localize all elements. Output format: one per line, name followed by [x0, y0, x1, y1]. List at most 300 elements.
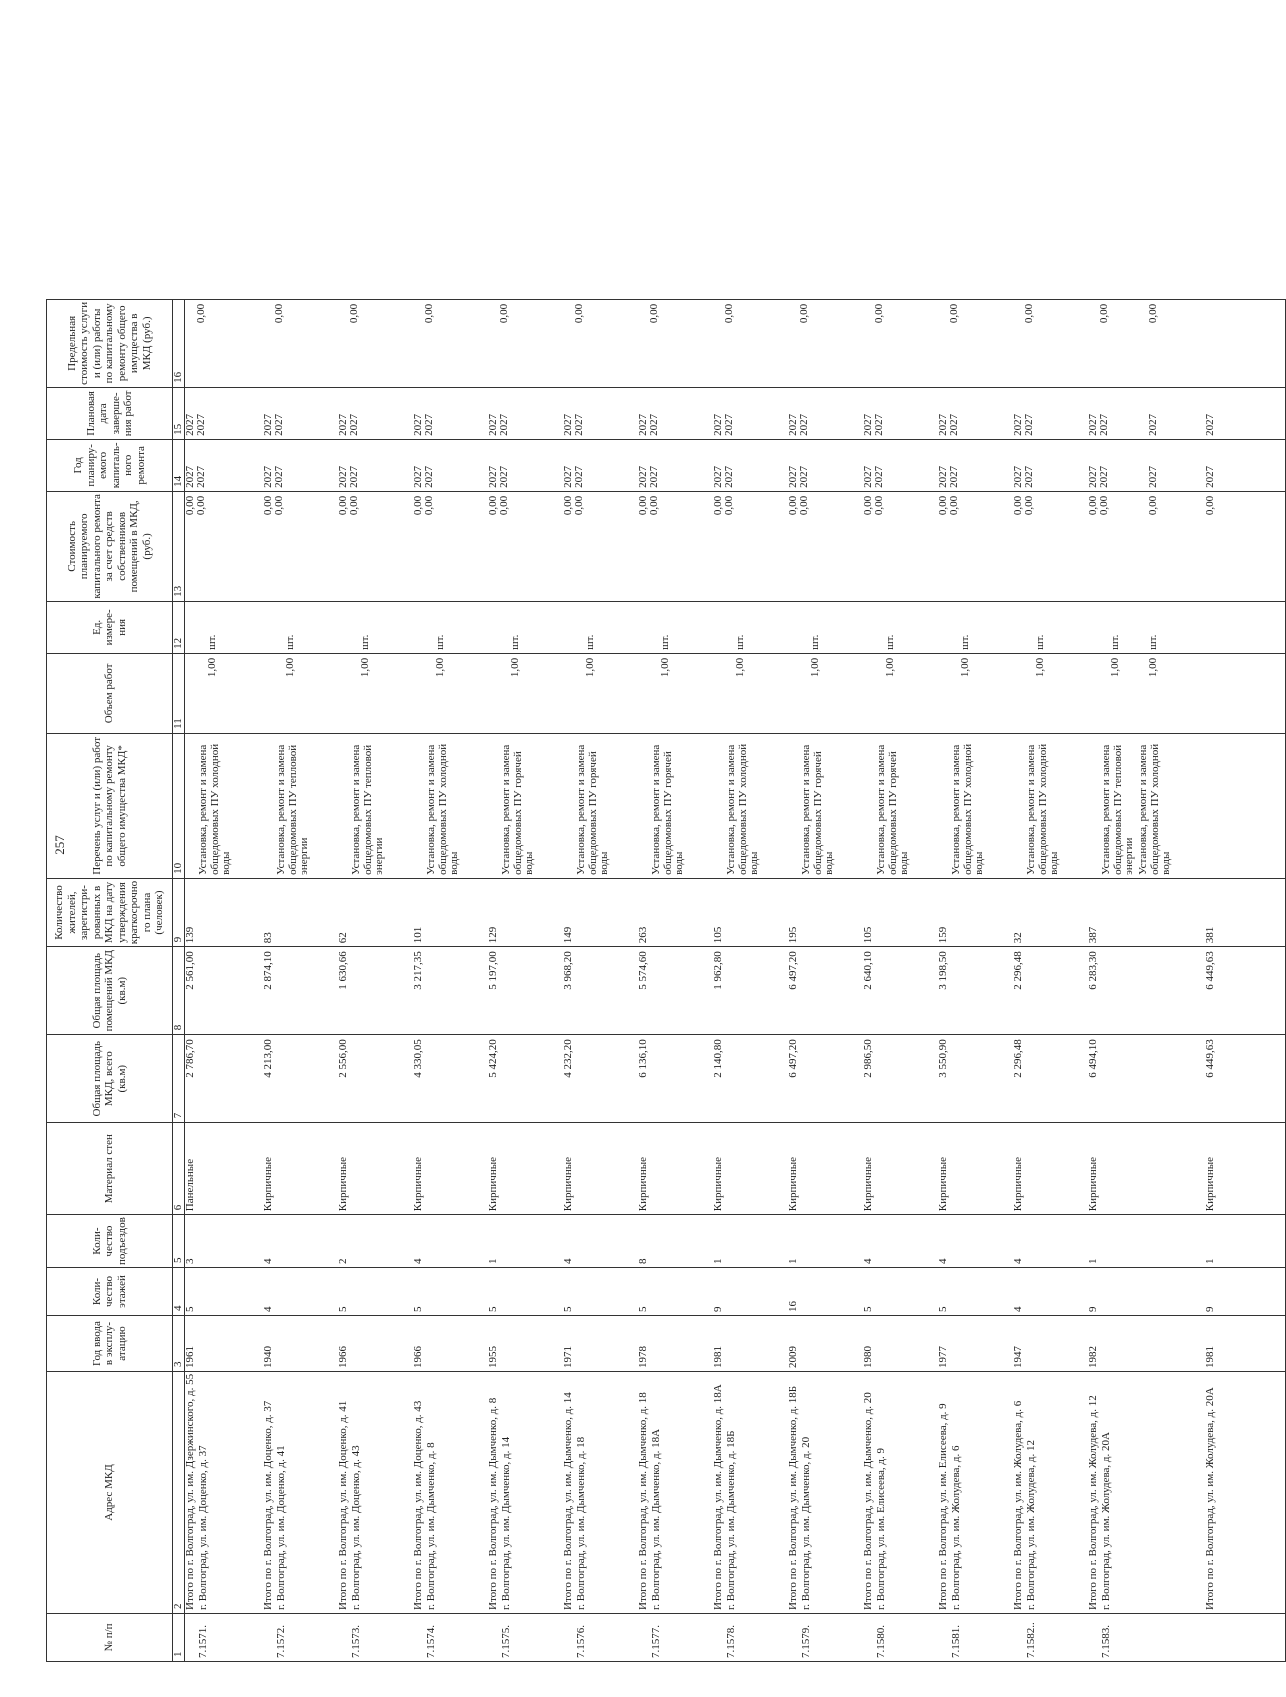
cost: 0,00 — [1204, 495, 1216, 516]
limit-cost: 0,00 — [798, 303, 810, 324]
cost: 0,00 — [1087, 495, 1099, 516]
cost: 0,00 — [262, 495, 274, 516]
wall-material: Кирпичные — [337, 1156, 349, 1212]
work-type: Установка, ремонт и замена общедомовых ПУ холодной воды — [725, 743, 760, 875]
column-number-4: 4 — [173, 1268, 185, 1316]
unit: шт. — [584, 634, 596, 650]
column-number-12: 12 — [173, 601, 185, 653]
floors: 5 — [637, 1306, 649, 1312]
end-date: 2027 — [937, 413, 949, 436]
address: г. Волгоград, ул. им. Дымченко, д. 20 — [800, 1436, 812, 1610]
cost: 0,00 — [723, 495, 735, 516]
end-date: 2027 — [723, 413, 735, 436]
entrances: 1 — [487, 1258, 499, 1264]
floors: 5 — [337, 1306, 349, 1312]
cost: 0,00 — [948, 495, 960, 516]
end-date: 2027 — [195, 413, 207, 436]
unit: шт. — [1109, 634, 1121, 650]
header-col-3: Год ввода в эксплу-атацию — [47, 1316, 173, 1372]
total-area: 4 232,20 — [562, 1039, 574, 1078]
wall-material: Кирпичные — [787, 1156, 799, 1212]
premises-area: 1 630,66 — [337, 951, 349, 990]
unit: шт. — [284, 634, 296, 650]
total-area: 4 213,00 — [262, 1039, 274, 1078]
residents: 381 — [1204, 926, 1216, 944]
cost: 0,00 — [873, 495, 885, 516]
work-type: Установка, ремонт и замена общедомовых ПУ горячей воды — [875, 744, 910, 875]
end-date: 2027 — [648, 413, 660, 436]
cost: 0,00 — [573, 495, 585, 516]
residents: 129 — [487, 926, 499, 944]
address: г. Волгоград, ул. им. Елисеева, д. 9 — [875, 1448, 887, 1610]
floors: 5 — [862, 1306, 874, 1312]
plan-year: 2027 — [787, 465, 799, 488]
column-number-row — [173, 299, 185, 1661]
total-row-label: Итого по г. Волгоград, ул. им. Доценко, д. 43 — [412, 1400, 424, 1610]
header-col-10: Перечень услуг и (или) работ по капитальному ремонту общего имущества МКД* — [47, 733, 173, 878]
total-area: 2 296,48 — [1012, 1039, 1024, 1078]
header-col-14: Год планиру-емого капиталь-ного ремонта — [47, 439, 173, 491]
cost: 0,00 — [712, 495, 724, 516]
entrances: 1 — [712, 1258, 724, 1264]
residents: 195 — [787, 926, 799, 944]
header-col-1: № п/п — [47, 1614, 173, 1662]
total-row-label: Итого по г. Волгоград, ул. им. Дымченко, д. 18 — [637, 1392, 649, 1610]
premises-area: 2 296,48 — [1012, 951, 1024, 990]
work-type: Установка, ремонт и замена общедомовых ПУ холодной воды — [950, 743, 985, 875]
row-number: 7.1571. — [197, 1625, 209, 1658]
end-date: 2027 — [1204, 413, 1216, 436]
entrances: 3 — [184, 1258, 196, 1264]
plan-year: 2027 — [1204, 465, 1216, 488]
work-type: Установка, ремонт и замена общедомовых ПУ горячей воды — [575, 744, 610, 875]
unit: шт. — [434, 634, 446, 650]
end-date: 2027 — [1147, 413, 1159, 436]
end-date: 2027 — [1098, 413, 1110, 436]
address: г. Волгоград, ул. им. Жолудева, д. 6 — [950, 1445, 962, 1610]
work-type: Установка, ремонт и замена общедомовых ПУ холодной воды — [1137, 743, 1172, 875]
residents: 387 — [1087, 926, 1099, 944]
floors: 4 — [1012, 1306, 1024, 1312]
row-number: 7.1578. — [725, 1625, 737, 1658]
year-built: 1977 — [937, 1346, 949, 1368]
cost: 0,00 — [195, 495, 207, 516]
unit: шт. — [884, 634, 896, 650]
end-date: 2027 — [348, 413, 360, 436]
body-col-10 — [185, 733, 1286, 878]
work-volume: 1,00 — [734, 657, 746, 678]
year-built: 1981 — [712, 1346, 724, 1368]
row-number: 7.1582.. — [1025, 1622, 1037, 1658]
column-number-1: 1 — [173, 1614, 185, 1662]
cost: 0,00 — [487, 495, 499, 516]
total-area: 2 986,50 — [862, 1039, 874, 1078]
work-type: Установка, ремонт и замена общедомовых ПУ холодной воды — [197, 743, 232, 875]
work-volume: 1,00 — [1109, 657, 1121, 678]
floors: 9 — [1087, 1306, 1099, 1312]
body-col-15 — [185, 387, 1286, 439]
work-type: Установка, ремонт и замена общедомовых ПУ горячей воды — [500, 744, 535, 875]
row-number: 7.1581. — [950, 1625, 962, 1658]
entrances: 4 — [1012, 1258, 1024, 1264]
work-type: Установка, ремонт и замена общедомовых ПУ тепловой энергии — [1100, 744, 1135, 875]
row-number: 7.1576. — [575, 1625, 587, 1658]
plan-year: 2027 — [637, 465, 649, 488]
repair-plan-table — [46, 299, 1286, 1662]
header-col-12: Ед. измере-ния — [47, 601, 173, 653]
plan-year: 2027 — [873, 465, 885, 488]
premises-area: 2 640,10 — [862, 951, 874, 990]
plan-year: 2027 — [948, 465, 960, 488]
body-col-5 — [185, 1215, 1286, 1268]
page-number: 257 — [52, 835, 67, 855]
residents: 159 — [937, 926, 949, 944]
floors: 9 — [1204, 1306, 1216, 1312]
entrances: 1 — [1087, 1258, 1099, 1264]
cost: 0,00 — [1147, 495, 1159, 516]
plan-year: 2027 — [723, 465, 735, 488]
unit: шт. — [1034, 634, 1046, 650]
wall-material: Кирпичные — [562, 1156, 574, 1212]
entrances: 4 — [412, 1258, 424, 1264]
total-row-label: Итого по г. Волгоград, ул. им. Доценко, д. 41 — [337, 1400, 349, 1610]
end-date: 2027 — [637, 413, 649, 436]
column-number-9: 9 — [173, 878, 185, 946]
total-row-label: Итого по г. Волгоград, ул. им. Дымченко, д. 8 — [487, 1397, 499, 1610]
body-col-8 — [185, 947, 1286, 1035]
entrances: 1 — [787, 1258, 799, 1264]
address: г. Волгоград, ул. им. Дымченко, д. 14 — [500, 1436, 512, 1610]
wall-material: Кирпичные — [1087, 1156, 1099, 1212]
body-col-16 — [185, 299, 1286, 387]
total-area: 3 550,90 — [937, 1039, 949, 1078]
column-number-7: 7 — [173, 1035, 185, 1123]
plan-year: 2027 — [273, 465, 285, 488]
premises-area: 3 968,20 — [562, 951, 574, 990]
work-type: Установка, ремонт и замена общедомовых ПУ горячей воды — [650, 744, 685, 875]
premises-area: 6 449,63 — [1204, 951, 1216, 990]
cost: 0,00 — [1023, 495, 1035, 516]
header-col-5: Коли-чество подъездов — [47, 1215, 173, 1268]
cost: 0,00 — [184, 495, 196, 516]
year-built: 1961 — [184, 1346, 196, 1368]
entrances: 4 — [562, 1258, 574, 1264]
floors: 4 — [262, 1306, 274, 1312]
work-volume: 1,00 — [509, 657, 521, 678]
body-col-14 — [185, 439, 1286, 491]
total-row-label: Итого по г. Волгоград, ул. им. Дымченко, д. 14 — [562, 1392, 574, 1610]
header-col-4: Коли-чество этажей — [47, 1268, 173, 1316]
column-number-6: 6 — [173, 1123, 185, 1215]
address: г. Волгоград, ул. им. Дымченко, д. 18А — [650, 1428, 662, 1610]
end-date: 2027 — [337, 413, 349, 436]
work-type: Установка, ремонт и замена общедомовых ПУ холодной воды — [1025, 743, 1060, 875]
total-area: 6 494,10 — [1087, 1039, 1099, 1078]
header-col-16: Предельная стоимость услуги и (или) работы по капитальному ремонту общего имущества в МКД (руб.) — [47, 299, 173, 387]
residents: 149 — [562, 926, 574, 944]
plan-year: 2027 — [562, 465, 574, 488]
year-built: 1982 — [1087, 1346, 1099, 1368]
year-built: 1966 — [412, 1346, 424, 1368]
column-number-13: 13 — [173, 491, 185, 601]
body-col-11 — [185, 653, 1286, 733]
total-row-label: Итого по г. Волгоград, ул. им. Жолудева, д. 20А — [1204, 1387, 1216, 1610]
column-number-11: 11 — [173, 653, 185, 733]
entrances: 2 — [337, 1258, 349, 1264]
end-date: 2027 — [862, 413, 874, 436]
column-number-3: 3 — [173, 1316, 185, 1372]
year-built: 1966 — [337, 1346, 349, 1368]
body-col-6 — [185, 1123, 1286, 1215]
end-date: 2027 — [1087, 413, 1099, 436]
unit: шт. — [734, 634, 746, 650]
wall-material: Кирпичные — [1012, 1156, 1024, 1212]
end-date: 2027 — [412, 413, 424, 436]
work-volume: 1,00 — [659, 657, 671, 678]
total-row-label: Итого по г. Волгоград, ул. им. Дзержинского, д. 55 — [184, 1373, 196, 1610]
limit-cost: 0,00 — [573, 303, 585, 324]
plan-year: 2027 — [1012, 465, 1024, 488]
premises-area: 3 217,35 — [412, 951, 424, 990]
year-built: 1978 — [637, 1346, 649, 1368]
address: г. Волгоград, ул. им. Дымченко, д. 18Б — [725, 1430, 737, 1610]
plan-year: 2027 — [498, 465, 510, 488]
cost: 0,00 — [562, 495, 574, 516]
total-row-label: Итого по г. Волгоград, ул. им. Жолудева, д. 12 — [1087, 1395, 1099, 1610]
end-date: 2027 — [423, 413, 435, 436]
cost: 0,00 — [412, 495, 424, 516]
end-date: 2027 — [1023, 413, 1035, 436]
row-number: 7.1583. — [1100, 1625, 1112, 1658]
body-col-2 — [185, 1372, 1286, 1614]
unit: шт. — [659, 634, 671, 650]
cost: 0,00 — [273, 495, 285, 516]
plan-year: 2027 — [1087, 465, 1099, 488]
floors: 5 — [562, 1306, 574, 1312]
limit-cost: 0,00 — [948, 303, 960, 324]
entrances: 4 — [937, 1258, 949, 1264]
cost: 0,00 — [862, 495, 874, 516]
premises-area: 3 198,50 — [937, 951, 949, 990]
plan-year: 2027 — [573, 465, 585, 488]
end-date: 2027 — [712, 413, 724, 436]
plan-year: 2027 — [1023, 465, 1035, 488]
work-volume: 1,00 — [884, 657, 896, 678]
header-col-7: Общая площадь МКД, всего (кв.м) — [47, 1035, 173, 1123]
total-area: 5 424,20 — [487, 1039, 499, 1078]
address: г. Волгоград, ул. им. Дымченко, д. 8 — [425, 1442, 437, 1610]
work-volume: 1,00 — [809, 657, 821, 678]
body-col-12 — [185, 601, 1286, 653]
address: г. Волгоград, ул. им. Жолудева, д. 20А — [1100, 1432, 1112, 1610]
row-number: 7.1580. — [875, 1625, 887, 1658]
limit-cost: 0,00 — [723, 303, 735, 324]
end-date: 2027 — [562, 413, 574, 436]
row-number: 7.1572. — [275, 1625, 287, 1658]
row-number: 7.1575. — [500, 1625, 512, 1658]
column-number-5: 5 — [173, 1215, 185, 1268]
end-date: 2027 — [873, 413, 885, 436]
residents: 139 — [184, 926, 196, 944]
wall-material: Кирпичные — [637, 1156, 649, 1212]
body-col-9 — [185, 878, 1286, 946]
total-row-label: Итого по г. Волгоград, ул. им. Дымченко, д. 20 — [862, 1392, 874, 1610]
plan-year: 2027 — [712, 465, 724, 488]
wall-material: Кирпичные — [412, 1156, 424, 1212]
column-number-8: 8 — [173, 947, 185, 1035]
header-col-6: Материал стен — [47, 1123, 173, 1215]
work-volume: 1,00 — [284, 657, 296, 678]
end-date: 2027 — [498, 413, 510, 436]
end-date: 2027 — [273, 413, 285, 436]
work-type: Установка, ремонт и замена общедомовых ПУ горячей воды — [800, 744, 835, 875]
year-built: 1940 — [262, 1346, 274, 1368]
floors: 5 — [412, 1306, 424, 1312]
cost: 0,00 — [498, 495, 510, 516]
unit: шт. — [959, 634, 971, 650]
cost: 0,00 — [1098, 495, 1110, 516]
unit: шт. — [359, 634, 371, 650]
table-body-row — [185, 299, 1286, 1661]
address: г. Волгоград, ул. им. Доценко, д. 41 — [275, 1445, 287, 1610]
year-built: 1955 — [487, 1346, 499, 1368]
plan-year: 2027 — [937, 465, 949, 488]
header-col-15: Плановая дата заверше-ния работ — [47, 387, 173, 439]
header-col-13: Стоимость планируемого капитального ремонта за счет средств собственников помещений в МКД, (руб.) — [47, 491, 173, 601]
limit-cost: 0,00 — [498, 303, 510, 324]
premises-area: 5 574,60 — [637, 951, 649, 990]
wall-material: Кирпичные — [862, 1156, 874, 1212]
header-col-8: Общая площадь помещений МКД (кв.м) — [47, 947, 173, 1035]
row-number: 7.1579. — [800, 1625, 812, 1658]
plan-year: 2027 — [184, 465, 196, 488]
plan-year: 2027 — [195, 465, 207, 488]
plan-year: 2027 — [798, 465, 810, 488]
cost: 0,00 — [787, 495, 799, 516]
year-built: 1980 — [862, 1346, 874, 1368]
column-number-10: 10 — [173, 733, 185, 878]
row-number: 7.1577. — [650, 1625, 662, 1658]
residents: 263 — [637, 926, 649, 944]
header-col-11: Объем работ — [47, 653, 173, 733]
entrances: 1 — [1204, 1258, 1216, 1264]
year-built: 1981 — [1204, 1346, 1216, 1368]
premises-area: 6 497,20 — [787, 951, 799, 990]
column-number-14: 14 — [173, 439, 185, 491]
limit-cost: 0,00 — [1098, 303, 1110, 324]
total-area: 2 786,70 — [184, 1039, 196, 1078]
column-number-15: 15 — [173, 387, 185, 439]
end-date: 2027 — [262, 413, 274, 436]
total-area: 6 136,10 — [637, 1039, 649, 1078]
work-volume: 1,00 — [1034, 657, 1046, 678]
year-built: 1947 — [1012, 1346, 1024, 1368]
end-date: 2027 — [184, 413, 196, 436]
residents: 105 — [712, 926, 724, 944]
limit-cost: 0,00 — [195, 303, 207, 324]
total-area: 6 449,63 — [1204, 1039, 1216, 1078]
plan-year: 2027 — [1098, 465, 1110, 488]
header-col-2: Адрес МКД — [47, 1372, 173, 1614]
end-date: 2027 — [798, 413, 810, 436]
work-volume: 1,00 — [1147, 657, 1159, 678]
work-volume: 1,00 — [206, 657, 218, 678]
wall-material: Кирпичные — [1204, 1156, 1216, 1212]
limit-cost: 0,00 — [1147, 303, 1159, 324]
unit: шт. — [509, 634, 521, 650]
column-number-16: 16 — [173, 299, 185, 387]
residents: 105 — [862, 926, 874, 944]
plan-year: 2027 — [862, 465, 874, 488]
address: г. Волгоград, ул. им. Жолудева, д. 12 — [1025, 1440, 1037, 1610]
cost: 0,00 — [648, 495, 660, 516]
year-built: 1971 — [562, 1346, 574, 1368]
body-col-3 — [185, 1316, 1286, 1372]
cost: 0,00 — [1012, 495, 1024, 516]
cost: 0,00 — [348, 495, 360, 516]
body-col-7 — [185, 1035, 1286, 1123]
end-date: 2027 — [1012, 413, 1024, 436]
body-col-13 — [185, 491, 1286, 601]
row-number: 7.1574. — [425, 1625, 437, 1658]
floors: 5 — [937, 1306, 949, 1312]
limit-cost: 0,00 — [1023, 303, 1035, 324]
unit: шт. — [809, 634, 821, 650]
plan-year: 2027 — [1147, 465, 1159, 488]
wall-material: Панельные — [184, 1158, 196, 1212]
work-type: Установка, ремонт и замена общедомовых ПУ холодной воды — [425, 743, 460, 875]
plan-year: 2027 — [423, 465, 435, 488]
limit-cost: 0,00 — [423, 303, 435, 324]
premises-area: 2 874,10 — [262, 951, 274, 990]
residents: 101 — [412, 926, 424, 944]
row-number: 7.1573. — [350, 1625, 362, 1658]
column-number-2: 2 — [173, 1372, 185, 1614]
cost: 0,00 — [937, 495, 949, 516]
work-volume: 1,00 — [359, 657, 371, 678]
limit-cost: 0,00 — [273, 303, 285, 324]
entrances: 8 — [637, 1258, 649, 1264]
premises-area: 6 283,30 — [1087, 951, 1099, 990]
wall-material: Кирпичные — [262, 1156, 274, 1212]
plan-year: 2027 — [487, 465, 499, 488]
body-col-4 — [185, 1268, 1286, 1316]
cost: 0,00 — [637, 495, 649, 516]
wall-material: Кирпичные — [487, 1156, 499, 1212]
plan-year: 2027 — [648, 465, 660, 488]
end-date: 2027 — [573, 413, 585, 436]
limit-cost: 0,00 — [873, 303, 885, 324]
cost: 0,00 — [423, 495, 435, 516]
total-row-label: Итого по г. Волгоград, ул. им. Дымченко, д. 18А — [712, 1384, 724, 1610]
residents: 62 — [337, 932, 349, 944]
total-row-label: Итого по г. Волгоград, ул. им. Жолудева, д. 6 — [1012, 1400, 1024, 1610]
plan-year: 2027 — [337, 465, 349, 488]
floors: 5 — [487, 1306, 499, 1312]
body-col-1 — [185, 1614, 1286, 1662]
total-area: 2 140,80 — [712, 1039, 724, 1078]
year-built: 2009 — [787, 1346, 799, 1368]
address: г. Волгоград, ул. им. Дымченко, д. 18 — [575, 1436, 587, 1610]
header-row — [47, 299, 173, 1661]
premises-area: 2 561,00 — [184, 951, 196, 990]
cost: 0,00 — [798, 495, 810, 516]
unit: шт. — [206, 634, 218, 650]
floors: 16 — [787, 1301, 799, 1312]
work-type: Установка, ремонт и замена общедомовых ПУ тепловой энергии — [275, 744, 310, 875]
work-volume: 1,00 — [434, 657, 446, 678]
total-row-label: Итого по г. Волгоград, ул. им. Доценко, д. 37 — [262, 1400, 274, 1610]
